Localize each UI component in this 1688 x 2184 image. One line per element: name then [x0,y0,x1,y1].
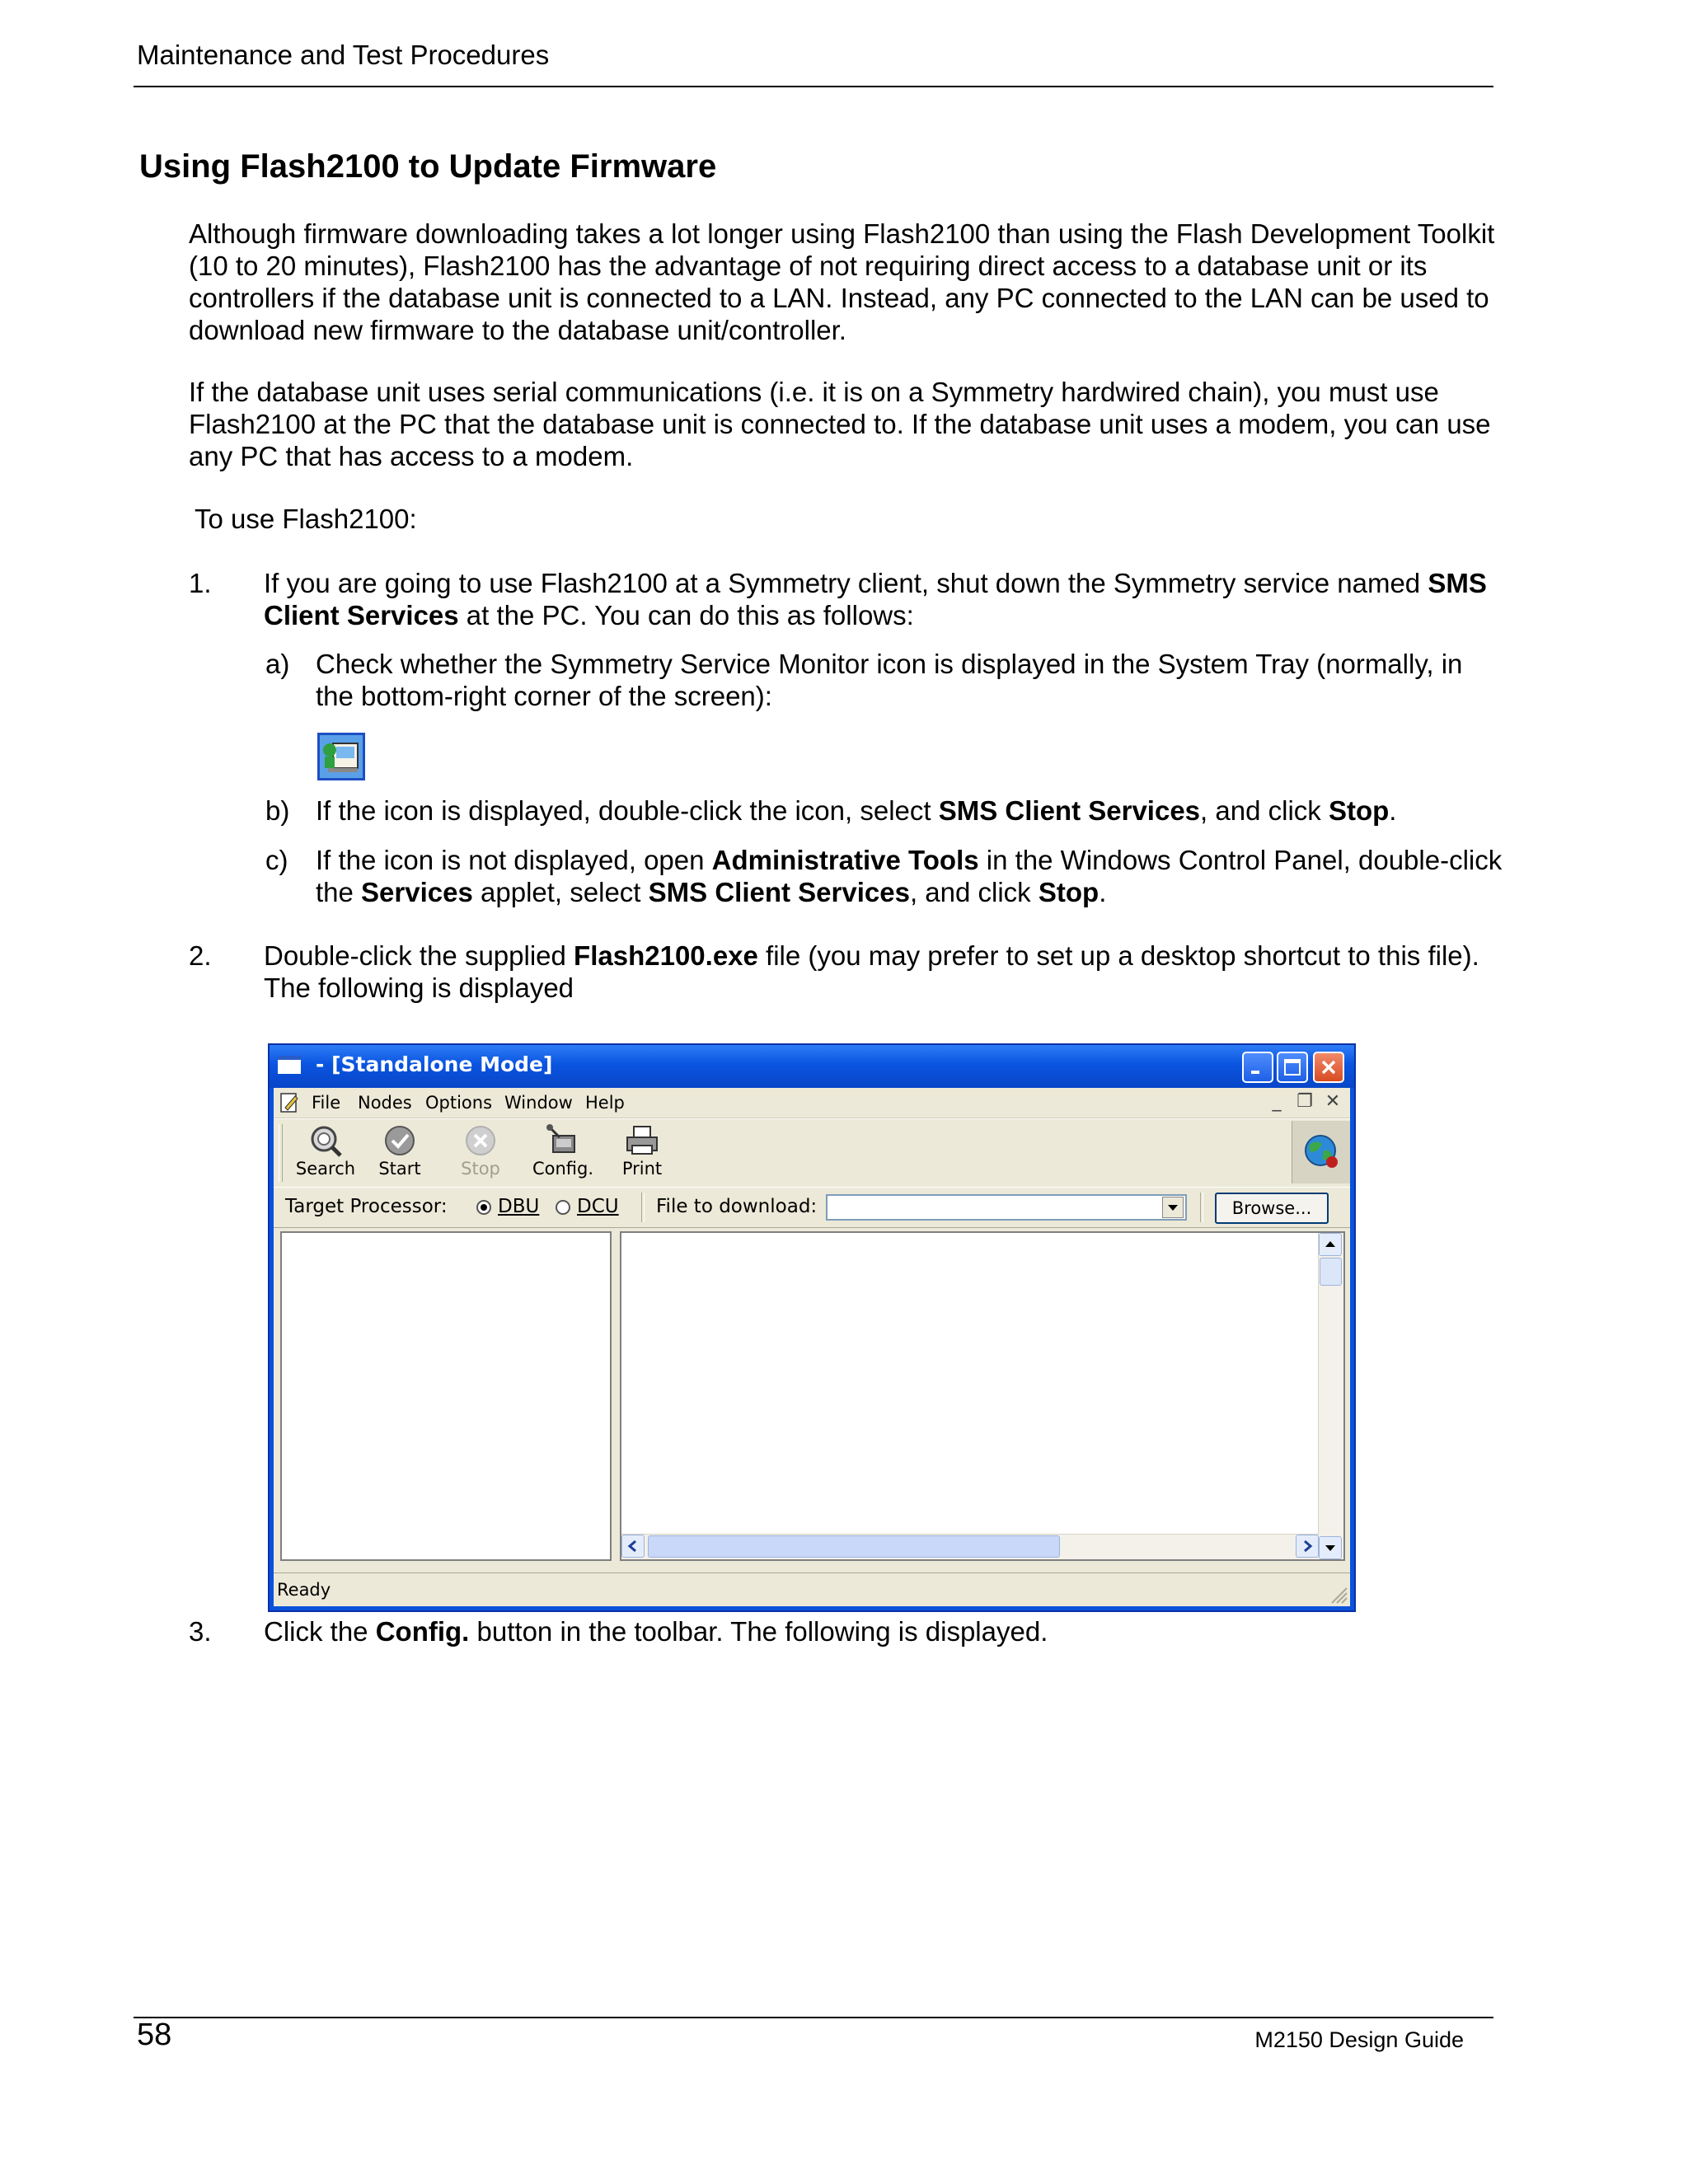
vertical-scroll-thumb[interactable] [1320,1258,1342,1286]
flash2100-window [268,1043,1356,1612]
scroll-right-button[interactable] [1296,1535,1319,1558]
minimize-button[interactable] [1242,1052,1273,1083]
footer-rule [134,2017,1493,2018]
config-label: Config. [532,1159,594,1179]
step-3-text: Click the Config. button in the toolbar. The following is displayed. [264,1616,1048,1647]
window-client-area [274,1088,1350,1606]
scroll-left-button[interactable] [621,1535,645,1558]
target-processor-label: Target Processor: [285,1196,448,1217]
print-label: Print [621,1159,663,1179]
radio-selected-dot [481,1204,487,1211]
step-1c-label: c) [265,845,288,875]
step-1a-label: a) [265,649,290,679]
close-button[interactable] [1313,1052,1344,1083]
step-1b-text: If the icon is displayed, double-click the icon, select SMS Client Services, and click Stop. [316,795,1397,826]
scroll-down-button[interactable] [1319,1536,1342,1559]
app-window-icon [278,1056,301,1074]
nodes-pane[interactable] [280,1231,612,1561]
step-2-number: 2. [189,940,212,971]
step-1b-label: b) [265,795,290,826]
menu-bar [274,1088,1350,1118]
paragraph-serial: If the database unit uses serial communications (i.e. it is on a Symmetry hardwired chain), you must use Flash2100 at the PC that the database unit is connected to. If the database unit uses a modem, you can use any PC that has access to a modem. [189,377,1491,471]
window-titlebar[interactable] [270,1045,1354,1088]
step-1a-text: Check whether the Symmetry Service Monitor icon is displayed in the System Tray (normally, in the bottom-right corner of the screen): [316,649,1463,711]
search-button[interactable] [288,1124,363,1183]
file-to-download-label: File to download: [656,1196,818,1217]
start-label: Start [378,1159,421,1179]
document-edit-icon[interactable] [279,1091,300,1114]
arrow-up-icon [1320,1234,1341,1255]
horizontal-scrollbar[interactable] [621,1534,1319,1559]
config-button[interactable] [526,1124,600,1183]
search-label: Search [295,1159,356,1179]
toolbar [274,1118,1350,1188]
section-title: Using Flash2100 to Update Firmware [139,148,717,185]
running-header: Maintenance and Test Procedures [137,40,550,70]
dbu-radio[interactable] [476,1200,491,1215]
globe-button[interactable] [1292,1121,1350,1183]
status-bar [274,1572,1350,1606]
maximize-button[interactable] [1277,1052,1308,1083]
dcu-radio[interactable] [556,1200,570,1215]
toolbar-separator [1200,1193,1203,1222]
resize-grip-icon[interactable] [1329,1585,1348,1605]
status-text: Ready [277,1580,331,1600]
minimize-icon [1248,1057,1268,1077]
arrow-down-icon [1320,1537,1341,1558]
close-icon [1319,1057,1339,1077]
step-1-text: If you are going to use Flash2100 at a Symmetry client, shut down the Symmetry service named SMS Client Services at the PC. You can do this as follows: [264,568,1487,630]
horizontal-scroll-thumb[interactable] [648,1535,1060,1558]
output-pane[interactable] [620,1231,1345,1561]
arrow-left-icon [622,1535,644,1557]
stop-label: Stop [461,1159,500,1179]
start-button[interactable] [363,1124,437,1183]
paragraph-intro: Although firmware downloading takes a lot longer using Flash2100 than using the Flash Development Toolkit (10 to 20 minutes), Flash2100 has the advantage of not requiring direct access to a database unit or its controllers if the database unit is connected to a LAN. Instead, any PC connected to the LAN can be used to download new firmware to the database unit/controller. [189,218,1495,345]
window-title: - [Standalone Mode] [316,1052,553,1076]
document-name: M2150 Design Guide [1254,2027,1464,2052]
printer-icon [624,1124,660,1157]
menu-help[interactable]: Help [585,1093,625,1113]
menu-window[interactable]: Window [504,1093,573,1113]
dbu-label[interactable]: DBU [498,1196,540,1217]
service-monitor-icon [316,732,366,781]
step-1-number: 1. [189,568,212,598]
target-bar [274,1187,1350,1228]
header-rule [134,86,1493,87]
globe-icon [1301,1131,1342,1172]
file-to-download-combo[interactable] [826,1194,1187,1221]
browse-button[interactable]: Browse... [1215,1193,1329,1224]
combo-dropdown-button[interactable] [1162,1197,1184,1218]
chevron-down-icon [1163,1197,1183,1217]
mdi-minimize-button[interactable]: _ [1272,1091,1282,1112]
menu-file[interactable]: File [312,1093,341,1113]
paragraph-to-use: To use Flash2100: [195,504,417,534]
step-2-text: Double-click the supplied Flash2100.exe file (you may prefer to set up a desktop shortcut to this file). The following is displayed [264,940,1479,1003]
config-icon [545,1124,581,1157]
mdi-restore-button[interactable]: ❐ [1296,1091,1313,1112]
maximize-icon [1282,1057,1302,1077]
page-number: 58 [137,2018,172,2052]
vertical-scrollbar[interactable] [1318,1233,1343,1559]
menu-options[interactable]: Options [425,1093,493,1113]
mdi-close-button[interactable]: ✕ [1325,1091,1341,1112]
dcu-label[interactable]: DCU [577,1196,619,1217]
menu-nodes[interactable]: Nodes [358,1093,412,1113]
search-icon [307,1124,344,1157]
stop-button[interactable] [443,1124,518,1183]
print-button[interactable] [605,1124,679,1183]
checkmark-icon [382,1124,418,1157]
step-3-number: 3. [189,1616,212,1647]
stop-x-icon [462,1124,499,1157]
toolbar-separator [641,1193,645,1222]
scroll-up-button[interactable] [1319,1233,1342,1256]
toolbar-grip[interactable] [279,1124,283,1182]
step-1c-text: If the icon is not displayed, open Administrative Tools in the Windows Control Panel, double-click the Services applet, select SMS Client Services, and click Stop. [316,845,1503,907]
arrow-right-icon [1296,1535,1318,1557]
